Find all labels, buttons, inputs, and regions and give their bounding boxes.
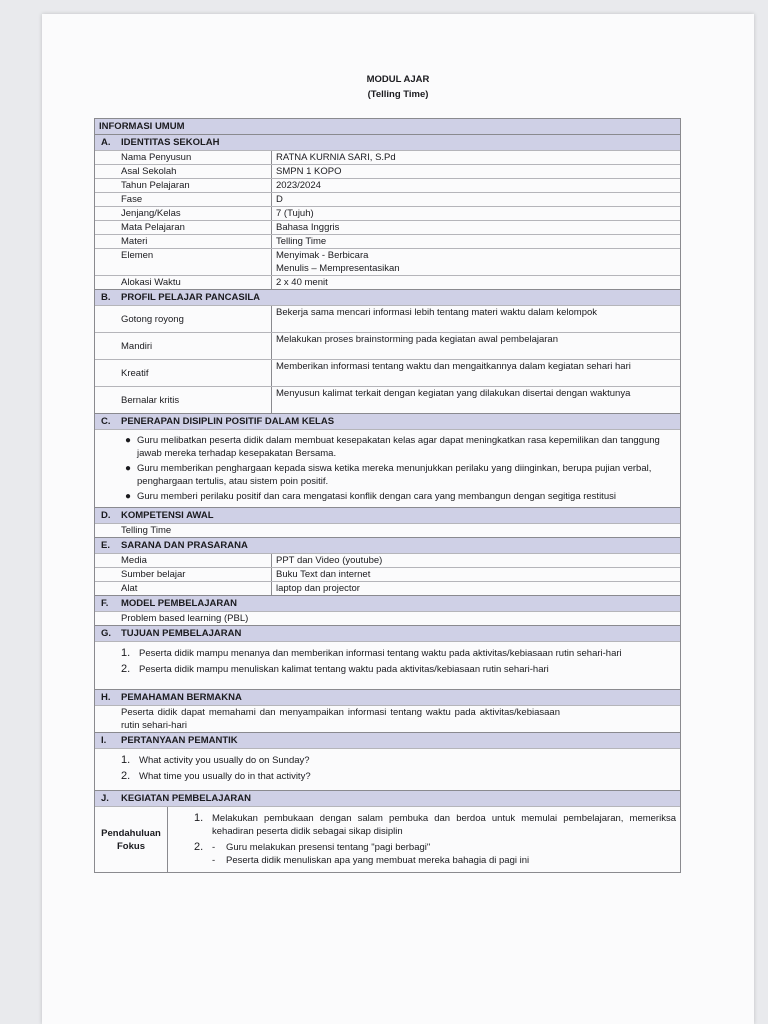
discipline-item-text: Guru melibatkan peserta didik dalam membuat kesepakatan kelas agar dapat meningkatkan rasa kepemilikan dan tanggung jawab mereka terhadap kesepakatan Bersama. — [137, 435, 660, 459]
identity-row — [95, 206, 680, 220]
identity-value-line: Telling Time — [276, 236, 327, 247]
activity-substep: - Guru melakukan presensi tentang "pagi berbagi" — [212, 842, 431, 853]
identity-row — [95, 248, 680, 275]
profile-description: Menyusun kalimat terkait dengan kegiatan yang dilakukan disertai dengan waktunya — [276, 388, 631, 399]
facility-label: Alat — [95, 582, 272, 595]
section-g-heading: G. TUJUAN PEMBELAJARAN — [95, 626, 680, 641]
title-block — [42, 72, 754, 102]
discipline-item-text: Guru memberikan penghargaan kepada siswa ketika mereka menunjukkan perilaku yang diinginkan, berupa pujian verbal, penghargaan tertulis, atau sistem poin positif. — [137, 463, 652, 487]
facility-label: Sumber belajar — [95, 568, 272, 581]
activity-step-2 — [194, 841, 676, 867]
identity-value — [272, 165, 680, 178]
section-f — [95, 595, 680, 625]
profile-description: Bekerja sama mencari informasi lebih tentang materi waktu dalam kelompok — [276, 307, 598, 318]
discipline-list — [95, 429, 680, 507]
activity-step-number: 2. — [194, 841, 204, 853]
identity-label: Fase — [95, 193, 272, 206]
identity-row — [95, 234, 680, 248]
section-c — [95, 413, 680, 507]
facility-value: laptop dan projector — [276, 583, 360, 594]
objective-list — [95, 641, 680, 689]
identity-value-line: 2 x 40 menit — [276, 277, 328, 288]
bullet-icon: ● — [125, 463, 132, 474]
facility-row — [95, 567, 680, 581]
identity-label: Materi — [95, 235, 272, 248]
activity-step-number: 1. — [194, 812, 204, 824]
initial-competence: Telling Time — [95, 523, 680, 537]
section-d-title: KOMPETENSI AWAL — [121, 510, 214, 521]
identity-label: Tahun Pelajaran — [95, 179, 272, 192]
trigger-question — [121, 770, 676, 783]
profile-row — [95, 359, 680, 386]
objective-item — [121, 663, 676, 676]
section-f-title: MODEL PEMBELAJARAN — [121, 598, 237, 609]
identity-row — [95, 164, 680, 178]
identity-label: Nama Penyusun — [95, 151, 272, 164]
section-a-title: IDENTITAS SEKOLAH — [121, 137, 220, 148]
learning-model: Problem based learning (PBL) — [95, 611, 680, 625]
trigger-question — [121, 754, 676, 767]
section-c-title: PENERAPAN DISIPLIN POSITIF DALAM KELAS — [121, 416, 335, 427]
activity-substep: - Peserta didik menuliskan apa yang membuat mereka bahagia di pagi ini — [212, 855, 530, 866]
identity-value — [272, 207, 680, 220]
trigger-question-list — [95, 748, 680, 790]
document-title: MODUL AJAR — [366, 74, 430, 85]
discipline-item — [125, 434, 676, 460]
section-b-title: PROFIL PELAJAR PANCASILA — [121, 292, 260, 303]
identity-value-line: Bahasa Inggris — [276, 222, 340, 233]
activity-step-text: Melakukan pembukaan dengan salam pembuka dan berdoa untuk memulai pembelajaran, memeriksa kehadiran peserta didik sebagai sikap disiplin — [212, 813, 676, 837]
objective-item-text: Peserta didik mampu menuliskan kalimat tentang waktu pada aktivitas/kebiasaan rutin sehari-hari — [139, 664, 549, 675]
identity-value-line: Menyimak - Berbicara — [276, 250, 369, 261]
trigger-question-number: 2. — [121, 770, 131, 782]
section-i-title: PERTANYAAN PEMANTIK — [121, 735, 238, 746]
bullet-icon: ● — [125, 491, 132, 502]
info-header: INFORMASI UMUM — [95, 119, 680, 134]
identity-value-line: SMPN 1 KOPO — [276, 166, 342, 177]
section-i-heading: I. PERTANYAAN PEMANTIK — [95, 733, 680, 748]
identity-value — [272, 193, 680, 206]
section-g-title: TUJUAN PEMBELAJARAN — [121, 628, 242, 639]
identity-row — [95, 178, 680, 192]
facility-rows — [95, 553, 680, 595]
meaningful-understanding: Peserta didik dapat memahami dan menyampaikan informasi tentang waktu pada aktivitas/kebiasaan rutin sehari-hari — [95, 705, 680, 732]
identity-row — [95, 220, 680, 234]
section-c-heading: C. PENERAPAN DISIPLIN POSITIF DALAM KELAS — [95, 414, 680, 429]
section-h-title: PEMAHAMAN BERMAKNA — [121, 692, 242, 703]
section-a — [95, 134, 680, 289]
identity-rows — [95, 150, 680, 289]
section-e-title: SARANA DAN PRASARANA — [121, 540, 248, 551]
facility-label: Media — [95, 554, 272, 567]
activity-step-1 — [194, 812, 676, 838]
section-b-heading: B. PROFIL PELAJAR PANCASILA — [95, 290, 680, 305]
section-h — [95, 689, 680, 732]
section-b — [95, 289, 680, 413]
objective-item-text: Peserta didik mampu menanya dan memberikan informasi tentang waktu pada aktivitas/kebiasaan rutin sehari-hari — [139, 648, 622, 659]
profile-label: Gotong royong — [95, 306, 272, 332]
discipline-item — [125, 462, 676, 488]
section-a-heading: A. IDENTITAS SEKOLAH — [95, 135, 680, 150]
objective-item-number: 1. — [121, 647, 131, 659]
identity-value — [272, 235, 680, 248]
identity-value-line: 2023/2024 — [276, 180, 321, 191]
profile-row — [95, 386, 680, 413]
profile-row — [95, 332, 680, 359]
identity-value — [272, 249, 680, 275]
identity-label: Elemen — [95, 249, 272, 275]
facility-row — [95, 553, 680, 567]
profile-row — [95, 305, 680, 332]
section-g — [95, 625, 680, 689]
profile-label: Kreatif — [95, 360, 272, 386]
identity-label: Alokasi Waktu — [95, 276, 272, 289]
identity-value-line: D — [276, 194, 283, 205]
profile-description: Memberikan informasi tentang waktu dan mengaitkannya dalam kegiatan sehari hari — [276, 361, 631, 372]
section-j — [95, 790, 680, 872]
facility-value: Buku Text dan internet — [276, 569, 371, 580]
identity-value-line: Menulis – Mempresentasikan — [276, 263, 400, 274]
discipline-item-text: Guru memberi perilaku positif dan cara mengatasi konflik dengan cara yang membangun dengan segitiga restitusi — [137, 491, 616, 502]
identity-value — [272, 276, 680, 289]
identity-row — [95, 150, 680, 164]
trigger-question-text: What activity you usually do on Sunday? — [139, 755, 310, 766]
section-f-heading: F. MODEL PEMBELAJARAN — [95, 596, 680, 611]
activity-phase: Pendahuluan Fokus — [95, 807, 168, 872]
profile-label: Mandiri — [95, 333, 272, 359]
facility-row — [95, 581, 680, 595]
trigger-question-text: What time you usually do in that activity? — [139, 771, 311, 782]
identity-label: Mata Pelajaran — [95, 221, 272, 234]
section-j-heading: J. KEGIATAN PEMBELAJARAN — [95, 791, 680, 806]
module-table — [94, 118, 681, 873]
profile-description: Melakukan proses brainstorming pada kegiatan awal pembelajaran — [276, 334, 558, 345]
document-page — [42, 14, 754, 1024]
activity-row — [95, 806, 680, 872]
info-header-row — [95, 119, 680, 134]
section-e-heading: E. SARANA DAN PRASARANA — [95, 538, 680, 553]
section-d-heading: D. KOMPETENSI AWAL — [95, 508, 680, 523]
identity-row — [95, 275, 680, 289]
identity-value — [272, 179, 680, 192]
trigger-question-number: 1. — [121, 754, 131, 766]
objective-item-number: 2. — [121, 663, 131, 675]
profile-label: Bernalar kritis — [95, 387, 272, 413]
section-j-title: KEGIATAN PEMBELAJARAN — [121, 793, 252, 804]
discipline-item — [125, 490, 676, 503]
profile-rows — [95, 305, 680, 413]
section-i — [95, 732, 680, 790]
section-e — [95, 537, 680, 595]
identity-value — [272, 151, 680, 164]
activity-steps — [168, 807, 680, 872]
document-subtitle: (Telling Time) — [367, 89, 429, 100]
identity-value-line: RATNA KURNIA SARI, S.Pd — [276, 152, 396, 163]
objective-item — [121, 647, 676, 660]
identity-label: Jenjang/Kelas — [95, 207, 272, 220]
section-d — [95, 507, 680, 537]
identity-label: Asal Sekolah — [95, 165, 272, 178]
facility-value: PPT dan Video (youtube) — [276, 555, 383, 566]
identity-value — [272, 221, 680, 234]
bullet-icon: ● — [125, 435, 132, 446]
section-h-heading: H. PEMAHAMAN BERMAKNA — [95, 690, 680, 705]
identity-value-line: 7 (Tujuh) — [276, 208, 314, 219]
identity-row — [95, 192, 680, 206]
